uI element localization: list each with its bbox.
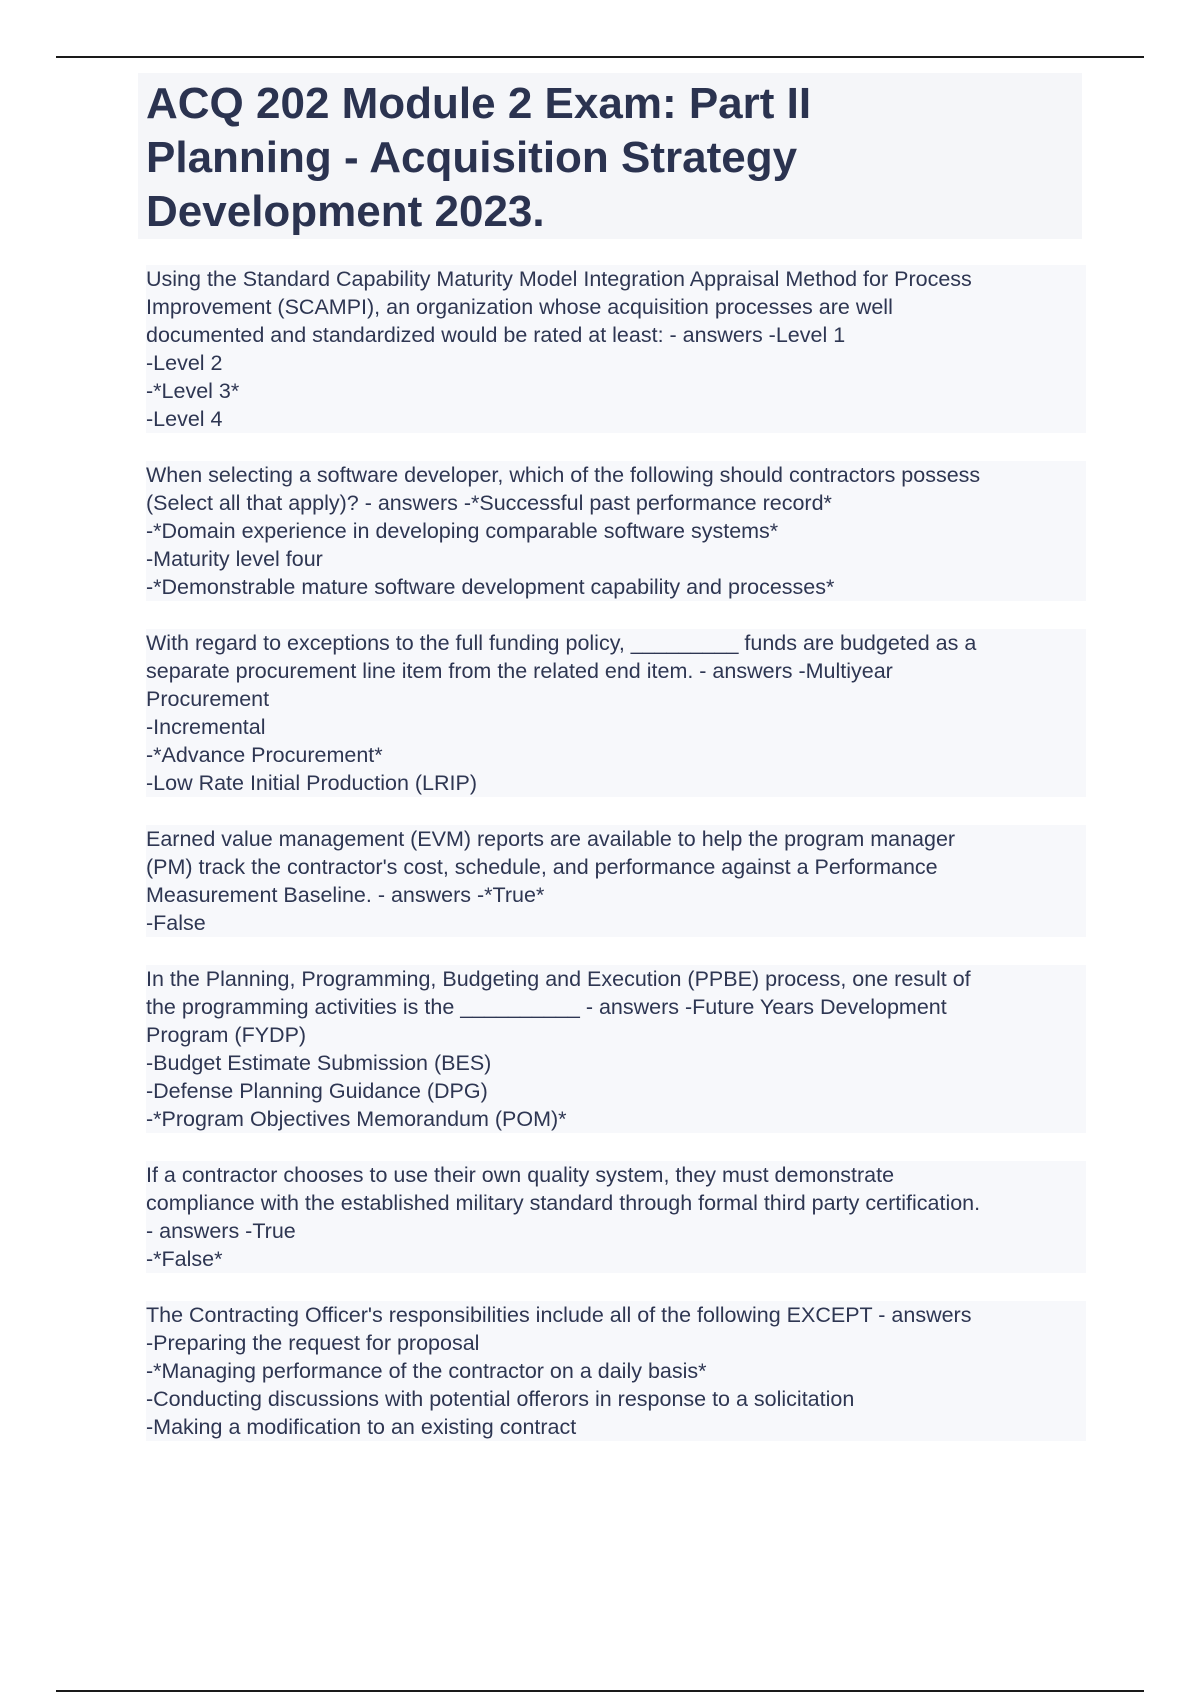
question-line: the programming activities is the __________ - answers -Future Years Development <box>146 995 947 1019</box>
question-line: Using the Standard Capability Maturity Model Integration Appraisal Method for Process <box>146 267 972 291</box>
answer-option: -*Domain experience in developing comparable software systems* <box>146 519 779 543</box>
question-block <box>146 965 1086 1133</box>
answer-option: -Making a modification to an existing contract <box>146 1415 577 1439</box>
answer-option: -Incremental <box>146 715 266 739</box>
question-line: Improvement (SCAMPI), an organization whose acquisition processes are well <box>146 295 893 319</box>
question-line: Measurement Baseline. - answers -*True* <box>146 883 545 907</box>
title-line: ACQ 202 Module 2 Exam: Part II <box>146 79 812 128</box>
answer-option: -Defense Planning Guidance (DPG) <box>146 1079 488 1103</box>
question-line: When selecting a software developer, which of the following should contractors possess <box>146 463 981 487</box>
answer-option: -Budget Estimate Submission (BES) <box>146 1051 492 1075</box>
question-line: (Select all that apply)? - answers -*Successful past performance record* <box>146 491 832 515</box>
answer-option: Program (FYDP) <box>146 1023 307 1047</box>
top-rule <box>56 56 1144 58</box>
answer-option: Procurement <box>146 687 270 711</box>
answer-option: -Level 2 <box>146 351 223 375</box>
question-line: documented and standardized would be rated at least: - answers -Level 1 <box>146 323 846 347</box>
question-block <box>146 461 1086 601</box>
answer-option: -*Demonstrable mature software development capability and processes* <box>146 575 835 599</box>
answer-option: -Low Rate Initial Production (LRIP) <box>146 771 478 795</box>
question-line: In the Planning, Programming, Budgeting and Execution (PPBE) process, one result of <box>146 967 971 991</box>
question-line: If a contractor chooses to use their own quality system, they must demonstrate <box>146 1163 895 1187</box>
question-line: Earned value management (EVM) reports are available to help the program manager <box>146 827 956 851</box>
question-line: With regard to exceptions to the full funding policy, _________ funds are budgeted as a <box>146 631 977 655</box>
question-block <box>146 825 1086 937</box>
question-line: compliance with the established military standard through formal third party certification. <box>146 1191 981 1215</box>
document-title <box>138 73 1082 239</box>
title-line: Development 2023. <box>146 187 545 236</box>
answer-option: -*Managing performance of the contractor on a daily basis* <box>146 1359 707 1383</box>
bottom-rule <box>56 1690 1144 1692</box>
answer-option: -*False* <box>146 1247 223 1271</box>
answer-option: -*Advance Procurement* <box>146 743 383 767</box>
answer-option: -*Level 3* <box>146 379 240 403</box>
answer-option: -Conducting discussions with potential offerors in response to a solicitation <box>146 1387 855 1411</box>
question-block <box>146 1161 1086 1273</box>
question-line: (PM) track the contractor's cost, schedule, and performance against a Performance <box>146 855 938 879</box>
question-block <box>146 629 1086 797</box>
answer-option: -*Program Objectives Memorandum (POM)* <box>146 1107 567 1131</box>
document-body <box>146 265 1096 1469</box>
answer-option: - answers -True <box>146 1219 296 1243</box>
title-line: Planning - Acquisition Strategy <box>146 133 798 182</box>
question-line: separate procurement line item from the related end item. - answers -Multiyear <box>146 659 893 683</box>
question-block <box>146 1301 1086 1441</box>
answer-option: -Level 4 <box>146 407 223 431</box>
question-block <box>146 265 1086 433</box>
question-line: The Contracting Officer's responsibilities include all of the following EXCEPT - answers <box>146 1303 972 1327</box>
title-block <box>138 73 1082 239</box>
answer-option: -False <box>146 911 206 935</box>
answer-option: -Preparing the request for proposal <box>146 1331 480 1355</box>
answer-option: -Maturity level four <box>146 547 323 571</box>
